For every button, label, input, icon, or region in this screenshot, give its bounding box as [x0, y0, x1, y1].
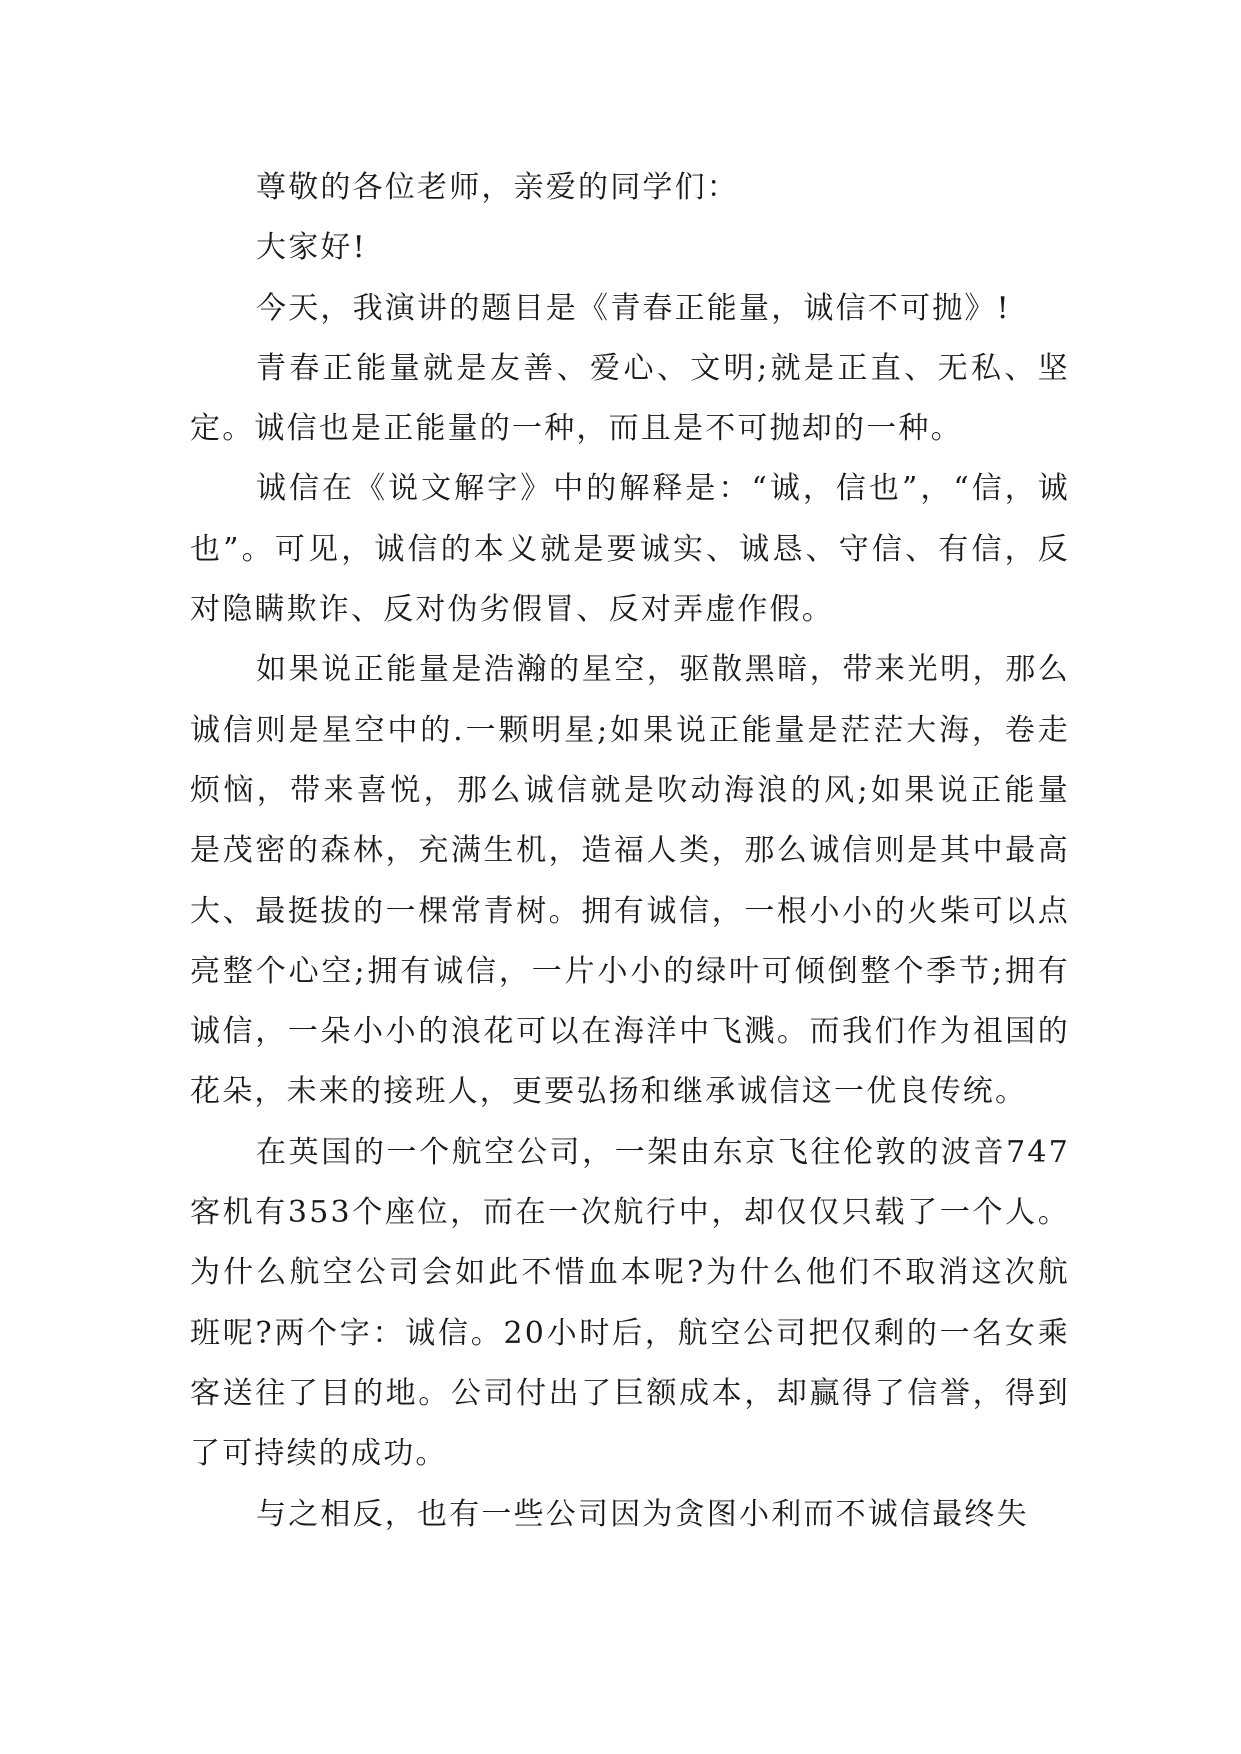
paragraph-airline-story: 在英国的一个航空公司，一架由东京飞往伦敦的波音747客机有353个座位，而在一次航行中，却仅仅只载了一个人。为什么航空公司会如此不惜血本呢?为什么他们不取消这次航班呢?两个字：诚信。20小时后，航空公司把仅剩的一名女乘客送往了目的地。公司付出了巨额成本，却赢得了信誉，得到了可持续的成功。 — [190, 1134, 1070, 1472]
paragraph-hello: 大家好! — [256, 230, 367, 266]
paragraph-definition: 诚信在《说文解字》中的解释是：“诚，信也”，“信，诚也”。可见，诚信的本义就是要诚实、诚恳、守信、有信，反对隐瞒欺诈、反对伪劣假冒、反对弄虚作假。 — [190, 471, 1070, 628]
paragraph-positive-energy: 青春正能量就是友善、爱心、文明;就是正直、无私、坚定。诚信也是正能量的一种，而且是不可抛却的一种。 — [190, 350, 1070, 447]
document-body — [190, 158, 1070, 1545]
paragraph-greeting: 尊敬的各位老师，亲爱的同学们： — [256, 170, 739, 205]
paragraph-contrast: 与之相反，也有一些公司因为贪图小利而不诚信最终失 — [256, 1496, 1029, 1532]
paragraph-topic: 今天，我演讲的题目是《青春正能量，诚信不可抛》! — [256, 290, 1011, 326]
paragraph-metaphor: 如果说正能量是浩瀚的星空，驱散黑暗，带来光明，那么诚信则是星空中的.一颗明星;如果说正能量是茫茫大海，卷走烦恼，带来喜悦，那么诚信就是吹动海浪的风;如果说正能量是茂密的森林，充满生机，造福人类，那么诚信则是其中最高大、最挺拔的一棵常青树。拥有诚信，一根小小的火柴可以点亮整个心空;拥有诚信，一片小小的绿叶可倾倒整个季节;拥有诚信，一朵小小的浪花可以在海洋中飞溅。而我们作为祖国的花朵，未来的接班人，更要弘扬和继承诚信这一优良传统。 — [190, 652, 1070, 1110]
